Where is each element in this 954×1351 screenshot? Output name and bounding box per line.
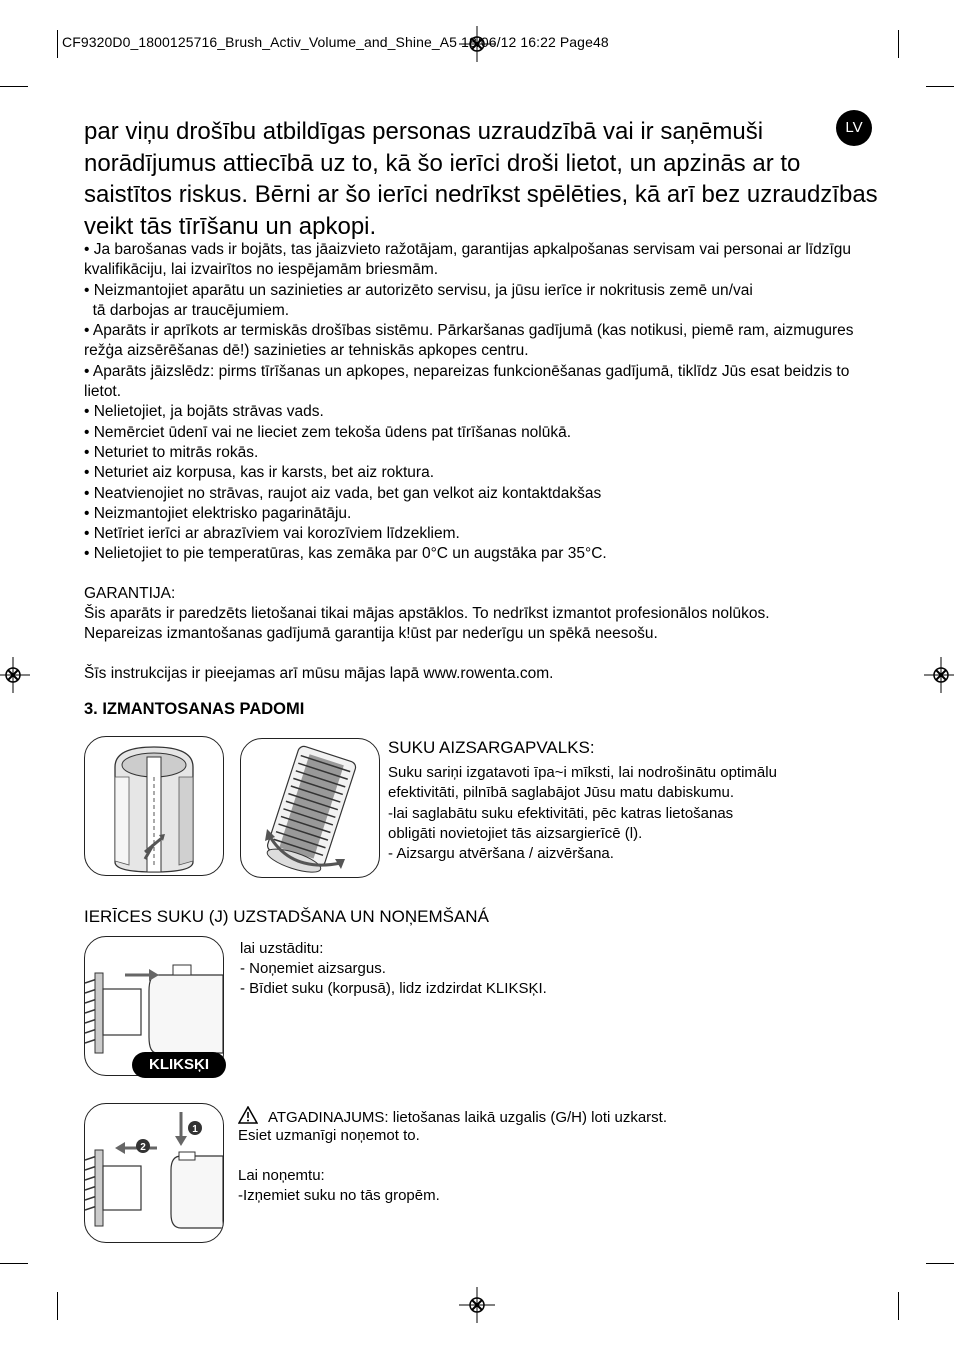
safety-list	[84, 240, 884, 565]
list-item: • Neatvienojiet no strāvas, raujot aiz vada, bet gan velkot aiz kontaktdakšas	[84, 484, 602, 502]
website-note: Šīs instrukcijas ir pieejamas arī mūsu mājas lapā www.rowenta.com.	[84, 665, 554, 682]
crop-mark	[57, 30, 58, 58]
install-line: lai uzstāditu:	[240, 940, 324, 957]
crop-mark	[898, 1292, 899, 1320]
step-2-label: 2	[140, 1142, 146, 1153]
list-item: • Aparāts ir aprīkots ar termiskās drošības sistēmu. Pārkaršanas gadījumā (kas notikusi, piemē ram, aizmugures režģa aizsērēšanas dē!) sazinieties ar tehniskās apkopes centru.	[84, 322, 854, 360]
list-item: • Aparāts jāizslēdz: pirms tīrīšanas un apkopes, nepareizas funkcionēšanas gadījumā, tiklīdz Jūs esat beidzis to lietot.	[84, 362, 850, 401]
crop-mark	[926, 86, 954, 87]
brush-remove-icon	[85, 1104, 223, 1242]
illustration-brush-cover-open	[84, 736, 224, 876]
language-badge: LV	[836, 110, 872, 146]
registration-mark-left-icon	[0, 657, 30, 693]
brush-cover-line: efektivitāti, pilnībā saglabājot Jūsu matu dabiskumu.	[388, 784, 735, 801]
brush-cover-line: obligāti novietojiet tās aizsargierīcē (l).	[388, 825, 643, 842]
warning-text: ATGADINAJUMS: lietošanas laikā uzgalis (G/H) loti uzkarst.	[268, 1109, 668, 1126]
illustration-brush-with-cover	[240, 738, 380, 878]
list-item: • Nelietojiet, ja bojāts strāvas vads.	[84, 403, 324, 421]
list-item: • Neturiet aiz korpusa, kas ir karsts, bet aiz roktura.	[84, 464, 434, 482]
click-label: KLIKSĶI	[132, 1052, 226, 1078]
crop-mark	[926, 1263, 954, 1264]
print-header: CF9320D0_1800125716_Brush_Activ_Volume_and_Shine_A5 18/06/12 16:22 Page48	[62, 34, 609, 50]
brush-cover-heading: SUKU AIZSARGAPVALKS:	[388, 738, 595, 757]
list-item: • Netīriet ierīci ar abrazīviem vai korozīviem līdzekliem.	[84, 525, 460, 543]
guarantee-line: Nepareizas izmantošanas gadījumā garantija k!ūst par nederīgu un spēkā neesošu.	[84, 625, 658, 642]
install-heading: IERĪCES SUKU (J) UZSTADŠANA UN NOŅEMŠANÁ	[84, 907, 489, 926]
crop-mark	[0, 86, 28, 87]
brush-cover-line: -lai saglabātu suku efektivitāti, pēc katras lietošanas	[388, 805, 734, 822]
illustration-remove	[84, 1103, 224, 1243]
list-item: • Neizmantojiet aparātu un sazinieties ar autorizēto servisu, ja jūsu ierīce ir nokritusis zemē un/vai	[84, 281, 753, 299]
list-item: • Neturiet to mitrās rokās.	[84, 443, 259, 461]
list-item: • Nelietojiet to pie temperatūras, kas zemāka par 0°C un augstāka par 35°C.	[84, 545, 607, 563]
crop-mark	[898, 30, 899, 58]
brush-cover-open-icon	[85, 737, 223, 875]
section-title: 3. IZMANTOSANAS PADOMI	[84, 700, 305, 718]
remove-line: -Izņemiet suku no tās gropēm.	[238, 1187, 440, 1204]
list-item: • Nemērciet ūdenī vai ne lieciet zem tekoša ūdens pat tīrīšanas nolūkā.	[84, 423, 572, 441]
guarantee-line: Šis aparāts ir paredzēts lietošanai tikai mājas apstāklos. To nedrīkst izmantot profesionālos nolūkos.	[84, 605, 770, 622]
warning-line	[238, 1106, 667, 1128]
crop-mark	[57, 1292, 58, 1320]
install-line: - Bīdiet suku (korpusā), lidz izdzirdat KLIKSĶI.	[240, 980, 547, 997]
guarantee-title: GARANTIJA:	[84, 585, 176, 602]
warning-triangle-icon	[238, 1106, 258, 1124]
brush-cover-line: Suku sariņi izgatavoti īpa~i mīksti, lai nodrošinātu optimālu	[388, 764, 777, 781]
crop-mark	[0, 1263, 28, 1264]
list-item: • Ja barošanas vads ir bojāts, tas jāaizvieto ražotājam, garantijas apkalpošanas servisam vai personai ar līdzīgu kvalifikāciju, lai izvairītos no iespējamām briesmām.	[84, 241, 852, 279]
lead-paragraph: par viņu drošību atbildīgas personas uzraudzībā vai ir saņēmuši norādījumus attiecībā uz to, kā šo ierīci droši lietot, un apzinās ar to saistītos riskus. Bērni ar šo ierīci nedrīkst spēlēties, kā arī bez uzraudzības veikt tās tīrīšanu un apkopi.	[84, 118, 878, 240]
install-line: - Noņemiet aizsargus.	[240, 960, 386, 977]
brush-cover-line: - Aizsargu atvēršana / aizvēršana.	[388, 845, 614, 862]
remove-heading: Lai noņemtu:	[238, 1167, 325, 1184]
list-item: tā darbojas ar traucējumiem.	[84, 301, 290, 319]
registration-mark-right-icon	[924, 657, 954, 693]
warning-sub-line: Esiet uzmanīgi noņemot to.	[238, 1127, 420, 1144]
list-item: • Neizmantojiet elektrisko pagarinātāju.	[84, 504, 352, 522]
registration-mark-bottom-icon	[459, 1287, 495, 1323]
brush-bristles-icon	[241, 739, 379, 877]
step-1-label: 1	[192, 1124, 198, 1135]
